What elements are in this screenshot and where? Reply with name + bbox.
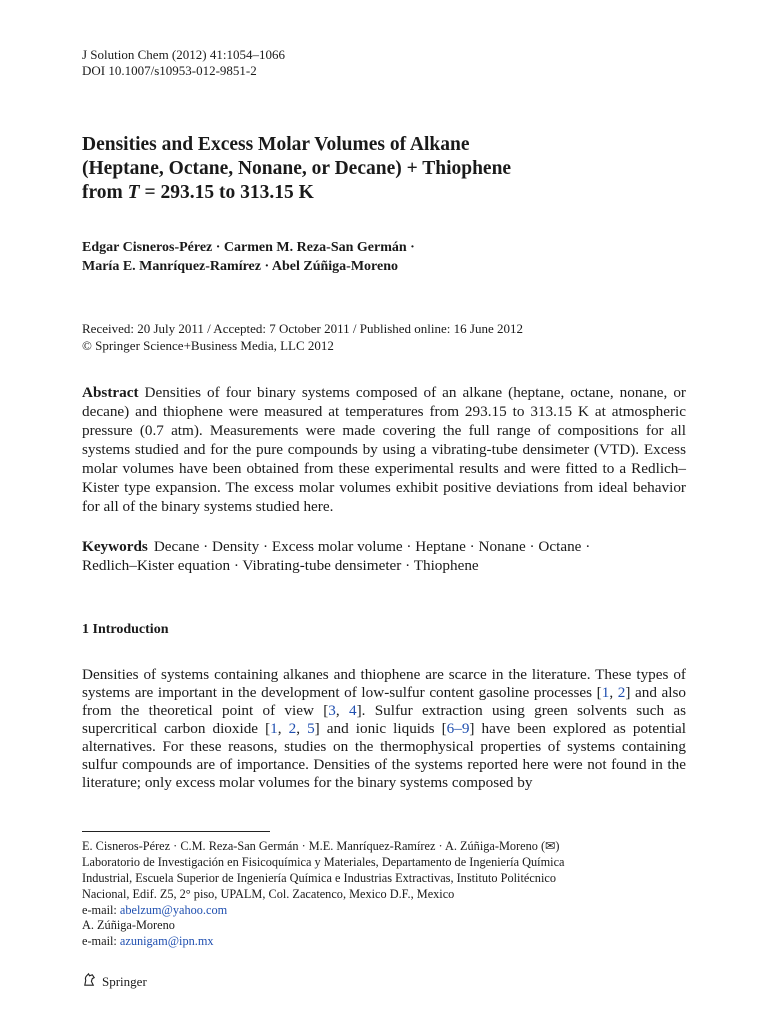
intro-text: , (609, 684, 618, 701)
email-link[interactable]: azunigam@ipn.mx (119, 934, 214, 948)
affiliation-line-2: Industrial, Escuela Superior de Ingeniería Química e Industrias Extractivas, Instituto Politécnico (82, 871, 556, 885)
journal-header (82, 47, 285, 79)
intro-text: , (335, 702, 349, 719)
keywords-line-2: Redlich–Kister equation · Vibrating-tube densimeter · Thiophene (82, 557, 479, 574)
intro-paragraph (82, 666, 686, 792)
keywords (82, 537, 686, 575)
author-line-2: María E. Manríquez-Ramírez · Abel Zúñiga-Moreno (82, 259, 399, 274)
title-line-3-rest: = 293.15 to 313.15 K (139, 182, 314, 203)
email-line-1 (82, 902, 686, 918)
intro-text: ]. Sulfur extraction using green solvents such as supercritical carbon dioxide [ (82, 702, 686, 737)
abstract-text: Densities of four binary systems composed of an alkane (heptane, octane, nonane, or decane) and thiophene were measured at temperatures from 293.15 to 313.15 K at atmospheric pressure (0.7 atm). Measurements were made covering the full range of compositions for all systems studied and for the pure compounds by using a vibrating-tube densimeter (VTD). Excess molar volumes have been obtained from these experimental results and were fitted to a Redlich–Kister type expansion. The excess molar volumes exhibit positive deviations from ideal behavior for all of the binary systems studied here. (82, 384, 686, 515)
corresponding-author-name: A. Zúñiga-Moreno (82, 918, 175, 932)
citation-link[interactable]: 4 (348, 702, 357, 719)
intro-text: ] and also from the theoretical point of view [ (82, 684, 687, 719)
citation-link[interactable]: 1 (270, 720, 278, 737)
author-line-1: Edgar Cisneros-Pérez · Carmen M. Reza-San Germán · (82, 240, 415, 255)
email-label: e-mail: (82, 934, 120, 948)
affiliation-line-3: Nacional, Edif. Z5, 2° piso, UPALM, Col. Zacatenco, Mexico D.F., Mexico (82, 887, 455, 901)
citation-link[interactable]: 3 (328, 702, 336, 719)
keywords-label: Keywords (82, 538, 148, 555)
journal-doi: DOI 10.1007/s10953-012-9851-2 (82, 63, 257, 78)
intro-text: , (296, 720, 308, 737)
date-history: Received: 20 July 2011 / Accepted: 7 October 2011 / Published online: 16 June 2012 (82, 321, 523, 336)
title-variable-t: T (127, 182, 140, 203)
publisher-mark (82, 972, 147, 991)
title-line-2: (Heptane, Octane, Nonane, or Decane) + Thiophene (82, 158, 512, 179)
abstract-label: Abstract (82, 384, 139, 401)
citation-link[interactable]: 5 (307, 720, 315, 737)
publication-dates (82, 320, 692, 354)
intro-text: ] have been explored as potential alternatives. For these reasons, studies on the thermophysical properties of systems containing sulfur compounds are of importance. Densities of the systems reported here were not found in the literature; only excess molar volumes for the binary systems composed by (82, 720, 687, 791)
affiliation-line-1: Laboratorio de Investigación en Fisicoquímica y Materiales, Departamento de Ingeniería Química (82, 855, 565, 869)
footnote-divider (82, 831, 270, 832)
email-label: e-mail: (82, 903, 120, 917)
citation-link[interactable]: 2 (288, 720, 297, 737)
email-line-2 (82, 933, 686, 949)
keywords-text-1: Decane · Density · Excess molar volume · Heptane · Nonane · Octane · (153, 538, 591, 555)
footnote-authors: E. Cisneros-Pérez · C.M. Reza-San Germán · M.E. Manríquez-Ramírez · A. Zúñiga-Moreno (✉) (82, 839, 560, 853)
citation-link[interactable]: 2 (617, 684, 626, 701)
author-list (82, 238, 692, 276)
corresponding-author-footnote (82, 917, 686, 949)
title-line-3-prefix: from (82, 182, 128, 203)
copyright-notice: © Springer Science+Business Media, LLC 2012 (82, 338, 334, 353)
publisher-name: Springer (102, 973, 147, 989)
paper-title (82, 133, 692, 205)
citation-link[interactable]: 1 (601, 684, 610, 701)
intro-text: ] and ionic liquids [ (314, 720, 447, 737)
title-line-1: Densities and Excess Molar Volumes of Alkane (82, 134, 470, 155)
journal-citation: J Solution Chem (2012) 41:1054–1066 (82, 47, 285, 62)
abstract (82, 383, 686, 516)
citation-link[interactable]: 6–9 (446, 720, 470, 737)
email-link[interactable]: abelzum@yahoo.com (119, 903, 228, 917)
author-affiliation-footnote (82, 838, 686, 918)
title-line-3 (82, 181, 692, 205)
intro-text: , (277, 720, 289, 737)
keywords-line-1 (82, 537, 686, 556)
springer-horse-icon (82, 972, 97, 991)
intro-text: Densities of systems containing alkanes and thiophene are scarce in the literature. These types of systems are important in the development of low-sulfur content gasoline processes [ (82, 666, 686, 701)
section-heading: 1 Introduction (82, 622, 169, 637)
